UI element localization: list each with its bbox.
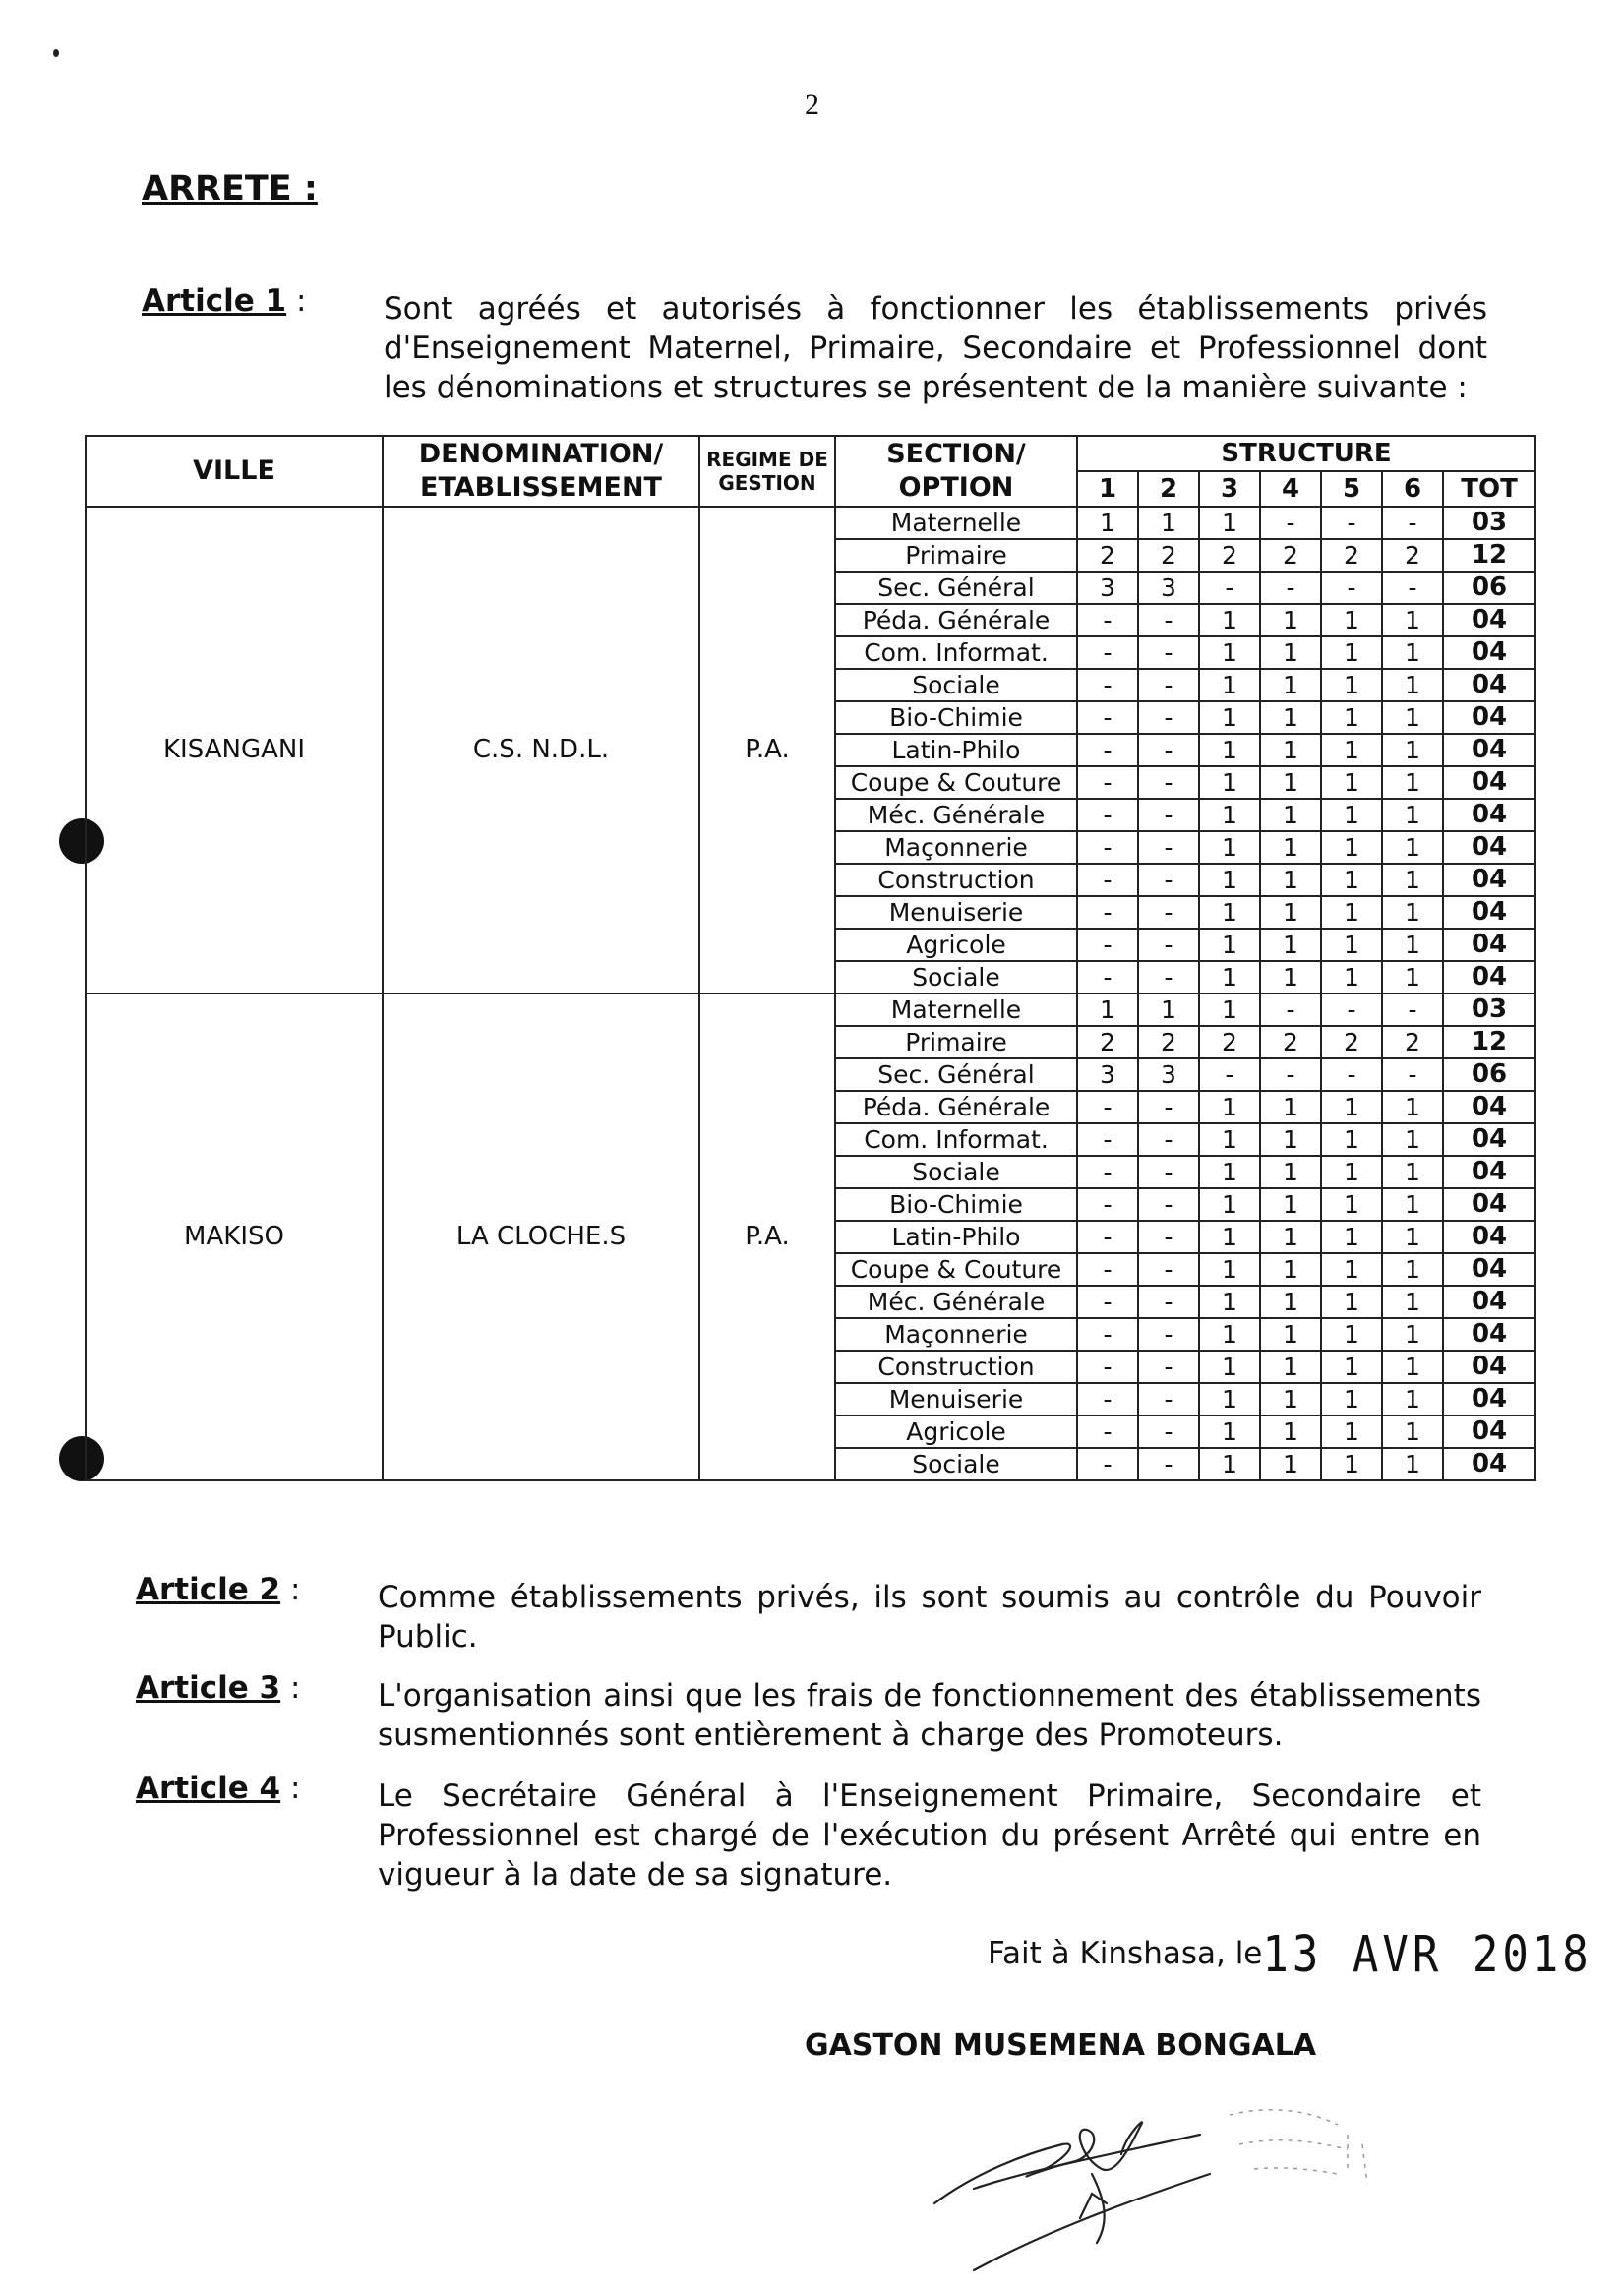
header-col-4: 4 <box>1260 471 1321 507</box>
structure-year-5-cell: 1 <box>1321 961 1382 994</box>
structure-year-4-cell: 1 <box>1260 1286 1321 1318</box>
structure-year-3-cell: 1 <box>1199 701 1260 734</box>
structure-year-3-cell: 1 <box>1199 1286 1260 1318</box>
section-option-cell: Méc. Générale <box>835 799 1077 831</box>
structure-total-cell: 04 <box>1443 604 1535 636</box>
structure-year-1-cell: - <box>1077 1448 1138 1480</box>
management-regime-cell: P.A. <box>699 994 835 1480</box>
structure-year-3-cell: 1 <box>1199 1221 1260 1253</box>
structure-year-3-cell: 1 <box>1199 1448 1260 1480</box>
structure-year-2-cell: 3 <box>1138 572 1199 604</box>
establishment-cell: C.S. N.D.L. <box>383 507 699 994</box>
structure-total-cell: 04 <box>1443 766 1535 799</box>
structure-year-2-cell: - <box>1138 1123 1199 1156</box>
header-col-6: 6 <box>1382 471 1443 507</box>
structure-year-3-cell: 1 <box>1199 1091 1260 1123</box>
section-option-cell: Menuiserie <box>835 1383 1077 1416</box>
structure-year-6-cell: 1 <box>1382 636 1443 669</box>
structure-year-2-cell: 1 <box>1138 507 1199 539</box>
structure-year-6-cell: 1 <box>1382 1416 1443 1448</box>
structure-year-6-cell: 1 <box>1382 1221 1443 1253</box>
structure-total-cell: 03 <box>1443 994 1535 1026</box>
structure-year-4-cell: 1 <box>1260 1383 1321 1416</box>
structure-year-4-cell: 1 <box>1260 1253 1321 1286</box>
signatory-name: GASTON MUSEMENA BONGALA <box>805 2028 1317 2063</box>
structure-year-6-cell: 1 <box>1382 1448 1443 1480</box>
structure-year-1-cell: 1 <box>1077 507 1138 539</box>
structure-year-5-cell: 1 <box>1321 864 1382 896</box>
structure-year-3-cell: 1 <box>1199 799 1260 831</box>
structure-year-5-cell: 1 <box>1321 1416 1382 1448</box>
structure-year-4-cell: 1 <box>1260 701 1321 734</box>
structure-year-4-cell: 1 <box>1260 1188 1321 1221</box>
article-3-label <box>136 1670 300 1706</box>
structure-year-2-cell: - <box>1138 799 1199 831</box>
structure-total-cell: 04 <box>1443 636 1535 669</box>
structure-year-5-cell: 1 <box>1321 1221 1382 1253</box>
structure-year-3-cell: 1 <box>1199 1253 1260 1286</box>
section-option-cell: Maternelle <box>835 994 1077 1026</box>
header-col-tot: TOT <box>1443 471 1535 507</box>
structure-year-6-cell: 1 <box>1382 604 1443 636</box>
structure-year-1-cell: - <box>1077 1286 1138 1318</box>
structure-year-6-cell: 1 <box>1382 1318 1443 1351</box>
structure-year-1-cell: - <box>1077 734 1138 766</box>
article-4-label <box>136 1771 300 1806</box>
structure-year-2-cell: - <box>1138 604 1199 636</box>
article-label-text: Article 3 <box>136 1670 281 1706</box>
structure-year-4-cell: 1 <box>1260 1091 1321 1123</box>
section-option-cell: Latin-Philo <box>835 734 1077 766</box>
structure-year-6-cell: - <box>1382 572 1443 604</box>
structure-total-cell: 03 <box>1443 507 1535 539</box>
structure-year-1-cell: - <box>1077 636 1138 669</box>
structure-year-5-cell: 1 <box>1321 669 1382 701</box>
structure-year-6-cell: 1 <box>1382 864 1443 896</box>
structure-year-1-cell: - <box>1077 799 1138 831</box>
header-col-5: 5 <box>1321 471 1382 507</box>
structure-year-4-cell: - <box>1260 1058 1321 1091</box>
structure-year-6-cell: 1 <box>1382 1253 1443 1286</box>
structure-year-3-cell: 1 <box>1199 507 1260 539</box>
structure-year-3-cell: - <box>1199 1058 1260 1091</box>
section-option-cell: Sociale <box>835 1448 1077 1480</box>
city-cell: KISANGANI <box>86 507 383 994</box>
structure-year-2-cell: - <box>1138 1351 1199 1383</box>
structure-year-2-cell: - <box>1138 701 1199 734</box>
structure-year-2-cell: - <box>1138 961 1199 994</box>
article-label-sep: : <box>280 1771 301 1806</box>
page-number: 2 <box>805 89 819 121</box>
handwritten-signature <box>915 2076 1426 2272</box>
structure-year-6-cell: 1 <box>1382 1188 1443 1221</box>
header-structure: STRUCTURE <box>1077 436 1535 471</box>
structure-year-3-cell: 1 <box>1199 636 1260 669</box>
structure-year-5-cell: 1 <box>1321 1091 1382 1123</box>
article-2-text: Comme établissements privés, ils sont soumis au contrôle du Pouvoir Public. <box>378 1580 1481 1655</box>
structure-year-6-cell: 1 <box>1382 1286 1443 1318</box>
section-option-cell: Maçonnerie <box>835 1318 1077 1351</box>
structure-year-3-cell: 1 <box>1199 669 1260 701</box>
structure-total-cell: 04 <box>1443 1156 1535 1188</box>
structure-year-3-cell: 1 <box>1199 1188 1260 1221</box>
structure-year-1-cell: - <box>1077 669 1138 701</box>
structure-year-2-cell: 2 <box>1138 539 1199 572</box>
structure-year-3-cell: 1 <box>1199 1416 1260 1448</box>
section-option-cell: Primaire <box>835 1026 1077 1058</box>
structure-year-1-cell: - <box>1077 604 1138 636</box>
structure-total-cell: 04 <box>1443 1351 1535 1383</box>
structure-year-1-cell: - <box>1077 831 1138 864</box>
structure-year-6-cell: 1 <box>1382 799 1443 831</box>
structure-year-5-cell: 1 <box>1321 1286 1382 1318</box>
section-option-cell: Sec. Général <box>835 572 1077 604</box>
structure-total-cell: 04 <box>1443 864 1535 896</box>
structure-total-cell: 04 <box>1443 1253 1535 1286</box>
section-option-cell: Primaire <box>835 539 1077 572</box>
header-denomination: DENOMINATION/ ETABLISSEMENT <box>383 436 699 507</box>
structure-year-3-cell: 1 <box>1199 1318 1260 1351</box>
structure-year-4-cell: 1 <box>1260 636 1321 669</box>
structure-total-cell: 04 <box>1443 1123 1535 1156</box>
structure-year-1-cell: - <box>1077 1091 1138 1123</box>
structure-year-5-cell: 1 <box>1321 1351 1382 1383</box>
structure-year-2-cell: - <box>1138 1221 1199 1253</box>
structure-year-1-cell: - <box>1077 961 1138 994</box>
structure-year-6-cell: 1 <box>1382 1091 1443 1123</box>
structure-year-5-cell: 1 <box>1321 1156 1382 1188</box>
structure-year-1-cell: - <box>1077 1416 1138 1448</box>
structure-year-1-cell: 2 <box>1077 1026 1138 1058</box>
article-label-sep: : <box>280 1670 301 1706</box>
place-text: Fait à Kinshasa, le <box>988 1936 1263 1971</box>
section-option-cell: Latin-Philo <box>835 1221 1077 1253</box>
header-section: SECTION/ OPTION <box>835 436 1077 507</box>
structure-year-1-cell: - <box>1077 1188 1138 1221</box>
structure-year-5-cell: - <box>1321 994 1382 1026</box>
scan-speck <box>53 49 59 57</box>
structure-year-4-cell: 1 <box>1260 864 1321 896</box>
structure-year-3-cell: 1 <box>1199 604 1260 636</box>
structure-year-4-cell: 1 <box>1260 1448 1321 1480</box>
structure-year-6-cell: 1 <box>1382 1351 1443 1383</box>
structure-year-6-cell: 1 <box>1382 1156 1443 1188</box>
section-option-cell: Com. Informat. <box>835 636 1077 669</box>
structure-year-3-cell: 1 <box>1199 994 1260 1026</box>
section-option-cell: Maternelle <box>835 507 1077 539</box>
structure-year-1-cell: - <box>1077 766 1138 799</box>
structure-total-cell: 04 <box>1443 1383 1535 1416</box>
header-col-2: 2 <box>1138 471 1199 507</box>
structure-year-6-cell: 1 <box>1382 896 1443 929</box>
header-col-1: 1 <box>1077 471 1138 507</box>
structure-year-5-cell: - <box>1321 572 1382 604</box>
structure-year-3-cell: 1 <box>1199 1156 1260 1188</box>
structure-year-3-cell: 1 <box>1199 766 1260 799</box>
structure-year-4-cell: 1 <box>1260 1416 1321 1448</box>
structure-year-4-cell: 1 <box>1260 1156 1321 1188</box>
place-and-date <box>988 1926 1593 1984</box>
structure-total-cell: 04 <box>1443 1448 1535 1480</box>
table-row <box>86 507 1535 539</box>
structure-total-cell: 04 <box>1443 961 1535 994</box>
structure-year-5-cell: - <box>1321 1058 1382 1091</box>
structure-year-1-cell: - <box>1077 1253 1138 1286</box>
structure-year-4-cell: 2 <box>1260 1026 1321 1058</box>
section-option-cell: Coupe & Couture <box>835 766 1077 799</box>
structure-year-1-cell: - <box>1077 1221 1138 1253</box>
section-option-cell: Construction <box>835 1351 1077 1383</box>
structure-year-1-cell: 3 <box>1077 1058 1138 1091</box>
structure-year-2-cell: - <box>1138 636 1199 669</box>
structure-year-3-cell: 2 <box>1199 1026 1260 1058</box>
structure-year-5-cell: 1 <box>1321 1383 1382 1416</box>
section-option-cell: Maçonnerie <box>835 831 1077 864</box>
structure-year-5-cell: 1 <box>1321 799 1382 831</box>
structure-year-6-cell: 1 <box>1382 961 1443 994</box>
section-option-cell: Menuiserie <box>835 896 1077 929</box>
section-option-cell: Agricole <box>835 1416 1077 1448</box>
structure-year-6-cell: - <box>1382 507 1443 539</box>
article-label-sep: : <box>286 283 307 319</box>
structure-year-2-cell: - <box>1138 1416 1199 1448</box>
structure-total-cell: 04 <box>1443 896 1535 929</box>
structure-total-cell: 04 <box>1443 1416 1535 1448</box>
article-1-label <box>142 283 306 319</box>
establishment-cell: LA CLOCHE.S <box>383 994 699 1480</box>
structure-total-cell: 04 <box>1443 1318 1535 1351</box>
structure-year-2-cell: - <box>1138 864 1199 896</box>
structure-year-5-cell: 2 <box>1321 1026 1382 1058</box>
structure-year-3-cell: 1 <box>1199 1123 1260 1156</box>
structure-year-1-cell: - <box>1077 864 1138 896</box>
structure-total-cell: 04 <box>1443 669 1535 701</box>
structure-year-4-cell: 1 <box>1260 669 1321 701</box>
section-option-cell: Sec. Général <box>835 1058 1077 1091</box>
structure-table <box>85 435 1536 1481</box>
table-body <box>86 507 1535 1480</box>
structure-year-2-cell: - <box>1138 896 1199 929</box>
structure-year-2-cell: - <box>1138 1188 1199 1221</box>
structure-year-5-cell: 1 <box>1321 1448 1382 1480</box>
structure-year-2-cell: - <box>1138 831 1199 864</box>
structure-year-5-cell: 1 <box>1321 896 1382 929</box>
structure-table-wrap <box>85 435 1534 1481</box>
structure-total-cell: 04 <box>1443 1188 1535 1221</box>
structure-year-5-cell: 1 <box>1321 604 1382 636</box>
city-cell: MAKISO <box>86 994 383 1480</box>
structure-year-4-cell: - <box>1260 994 1321 1026</box>
structure-year-3-cell: 1 <box>1199 1351 1260 1383</box>
structure-year-4-cell: - <box>1260 507 1321 539</box>
structure-year-6-cell: 1 <box>1382 1383 1443 1416</box>
structure-year-2-cell: - <box>1138 1318 1199 1351</box>
structure-year-2-cell: - <box>1138 1383 1199 1416</box>
structure-year-6-cell: 1 <box>1382 734 1443 766</box>
structure-year-4-cell: 1 <box>1260 1318 1321 1351</box>
structure-year-5-cell: 1 <box>1321 701 1382 734</box>
structure-year-1-cell: - <box>1077 1318 1138 1351</box>
structure-year-5-cell: 1 <box>1321 1253 1382 1286</box>
article-label-text: Article 1 <box>142 283 287 319</box>
structure-year-2-cell: - <box>1138 1253 1199 1286</box>
structure-year-3-cell: 1 <box>1199 896 1260 929</box>
structure-year-5-cell: - <box>1321 507 1382 539</box>
structure-year-4-cell: 1 <box>1260 1351 1321 1383</box>
structure-year-4-cell: 2 <box>1260 539 1321 572</box>
structure-year-2-cell: - <box>1138 1286 1199 1318</box>
structure-year-1-cell: 3 <box>1077 572 1138 604</box>
section-option-cell: Agricole <box>835 929 1077 961</box>
header-ville: VILLE <box>86 436 383 507</box>
structure-year-6-cell: 2 <box>1382 539 1443 572</box>
structure-total-cell: 04 <box>1443 1286 1535 1318</box>
structure-year-2-cell: - <box>1138 1448 1199 1480</box>
structure-total-cell: 04 <box>1443 1091 1535 1123</box>
section-option-cell: Construction <box>835 864 1077 896</box>
date-stamp: 13 AVR 2018 <box>1262 1926 1593 1984</box>
structure-year-3-cell: 1 <box>1199 929 1260 961</box>
structure-year-3-cell: 2 <box>1199 539 1260 572</box>
structure-year-4-cell: 1 <box>1260 929 1321 961</box>
structure-year-6-cell: 1 <box>1382 929 1443 961</box>
structure-total-cell: 12 <box>1443 539 1535 572</box>
structure-year-6-cell: 2 <box>1382 1026 1443 1058</box>
article-label-sep: : <box>280 1572 301 1607</box>
structure-total-cell: 04 <box>1443 831 1535 864</box>
structure-year-5-cell: 1 <box>1321 831 1382 864</box>
structure-year-6-cell: - <box>1382 994 1443 1026</box>
structure-year-4-cell: 1 <box>1260 961 1321 994</box>
structure-year-4-cell: 1 <box>1260 1123 1321 1156</box>
structure-year-5-cell: 1 <box>1321 929 1382 961</box>
structure-year-5-cell: 1 <box>1321 766 1382 799</box>
structure-total-cell: 04 <box>1443 734 1535 766</box>
decree-heading: ARRETE : <box>142 169 318 209</box>
structure-total-cell: 04 <box>1443 1221 1535 1253</box>
structure-year-6-cell: 1 <box>1382 831 1443 864</box>
structure-year-6-cell: 1 <box>1382 766 1443 799</box>
section-option-cell: Sociale <box>835 669 1077 701</box>
structure-total-cell: 06 <box>1443 572 1535 604</box>
structure-year-4-cell: 1 <box>1260 604 1321 636</box>
structure-year-2-cell: 2 <box>1138 1026 1199 1058</box>
structure-year-1-cell: 2 <box>1077 539 1138 572</box>
section-option-cell: Com. Informat. <box>835 1123 1077 1156</box>
section-option-cell: Bio-Chimie <box>835 701 1077 734</box>
structure-year-4-cell: 1 <box>1260 1221 1321 1253</box>
article-label-text: Article 4 <box>136 1771 281 1806</box>
structure-year-6-cell: 1 <box>1382 669 1443 701</box>
structure-total-cell: 12 <box>1443 1026 1535 1058</box>
structure-total-cell: 04 <box>1443 799 1535 831</box>
section-option-cell: Méc. Générale <box>835 1286 1077 1318</box>
structure-total-cell: 06 <box>1443 1058 1535 1091</box>
section-option-cell: Sociale <box>835 961 1077 994</box>
structure-year-5-cell: 1 <box>1321 734 1382 766</box>
structure-year-4-cell: 1 <box>1260 831 1321 864</box>
structure-year-6-cell: 1 <box>1382 701 1443 734</box>
structure-year-5-cell: 1 <box>1321 1318 1382 1351</box>
structure-year-2-cell: - <box>1138 669 1199 701</box>
article-2-label <box>136 1572 300 1607</box>
structure-year-3-cell: 1 <box>1199 1383 1260 1416</box>
structure-year-3-cell: 1 <box>1199 831 1260 864</box>
structure-year-4-cell: 1 <box>1260 766 1321 799</box>
table-row <box>86 994 1535 1026</box>
header-regime: REGIME DE GESTION <box>699 436 835 507</box>
structure-year-5-cell: 1 <box>1321 1123 1382 1156</box>
structure-year-2-cell: - <box>1138 734 1199 766</box>
structure-total-cell: 04 <box>1443 929 1535 961</box>
header-col-3: 3 <box>1199 471 1260 507</box>
structure-year-3-cell: 1 <box>1199 734 1260 766</box>
structure-year-3-cell: - <box>1199 572 1260 604</box>
structure-year-2-cell: - <box>1138 766 1199 799</box>
section-option-cell: Coupe & Couture <box>835 1253 1077 1286</box>
structure-year-2-cell: - <box>1138 1091 1199 1123</box>
structure-year-1-cell: - <box>1077 896 1138 929</box>
section-option-cell: Péda. Générale <box>835 604 1077 636</box>
structure-year-1-cell: - <box>1077 1383 1138 1416</box>
section-option-cell: Sociale <box>835 1156 1077 1188</box>
structure-year-4-cell: 1 <box>1260 896 1321 929</box>
management-regime-cell: P.A. <box>699 507 835 994</box>
structure-year-6-cell: 1 <box>1382 1123 1443 1156</box>
article-1-text: Sont agréés et autorisés à fonctionner les établissements privés d'Enseignement Maternel, Primaire, Secondaire et Professionnel dont les dénominations et structures se présentent de la manière suivante : <box>384 291 1487 405</box>
structure-year-1-cell: - <box>1077 1351 1138 1383</box>
section-option-cell: Péda. Générale <box>835 1091 1077 1123</box>
structure-year-6-cell: - <box>1382 1058 1443 1091</box>
structure-year-4-cell: - <box>1260 572 1321 604</box>
structure-year-2-cell: 1 <box>1138 994 1199 1026</box>
structure-year-1-cell: - <box>1077 1156 1138 1188</box>
structure-year-2-cell: - <box>1138 929 1199 961</box>
structure-year-3-cell: 1 <box>1199 864 1260 896</box>
article-4-text: Le Secrétaire Général à l'Enseignement Primaire, Secondaire et Professionnel est chargé de l'exécution du présent Arrêté qui entre en vigueur à la date de sa signature. <box>378 1778 1481 1893</box>
structure-year-1-cell: 1 <box>1077 994 1138 1026</box>
structure-year-4-cell: 1 <box>1260 799 1321 831</box>
article-label-text: Article 2 <box>136 1572 281 1607</box>
structure-total-cell: 04 <box>1443 701 1535 734</box>
structure-year-1-cell: - <box>1077 929 1138 961</box>
structure-year-5-cell: 1 <box>1321 1188 1382 1221</box>
section-option-cell: Bio-Chimie <box>835 1188 1077 1221</box>
structure-year-2-cell: - <box>1138 1156 1199 1188</box>
structure-year-1-cell: - <box>1077 701 1138 734</box>
structure-year-2-cell: 3 <box>1138 1058 1199 1091</box>
structure-year-3-cell: 1 <box>1199 961 1260 994</box>
structure-year-5-cell: 2 <box>1321 539 1382 572</box>
article-3-text: L'organisation ainsi que les frais de fonctionnement des établissements susmentionnés sont entièrement à charge des Promoteurs. <box>378 1678 1481 1753</box>
structure-year-1-cell: - <box>1077 1123 1138 1156</box>
structure-year-5-cell: 1 <box>1321 636 1382 669</box>
structure-year-4-cell: 1 <box>1260 734 1321 766</box>
